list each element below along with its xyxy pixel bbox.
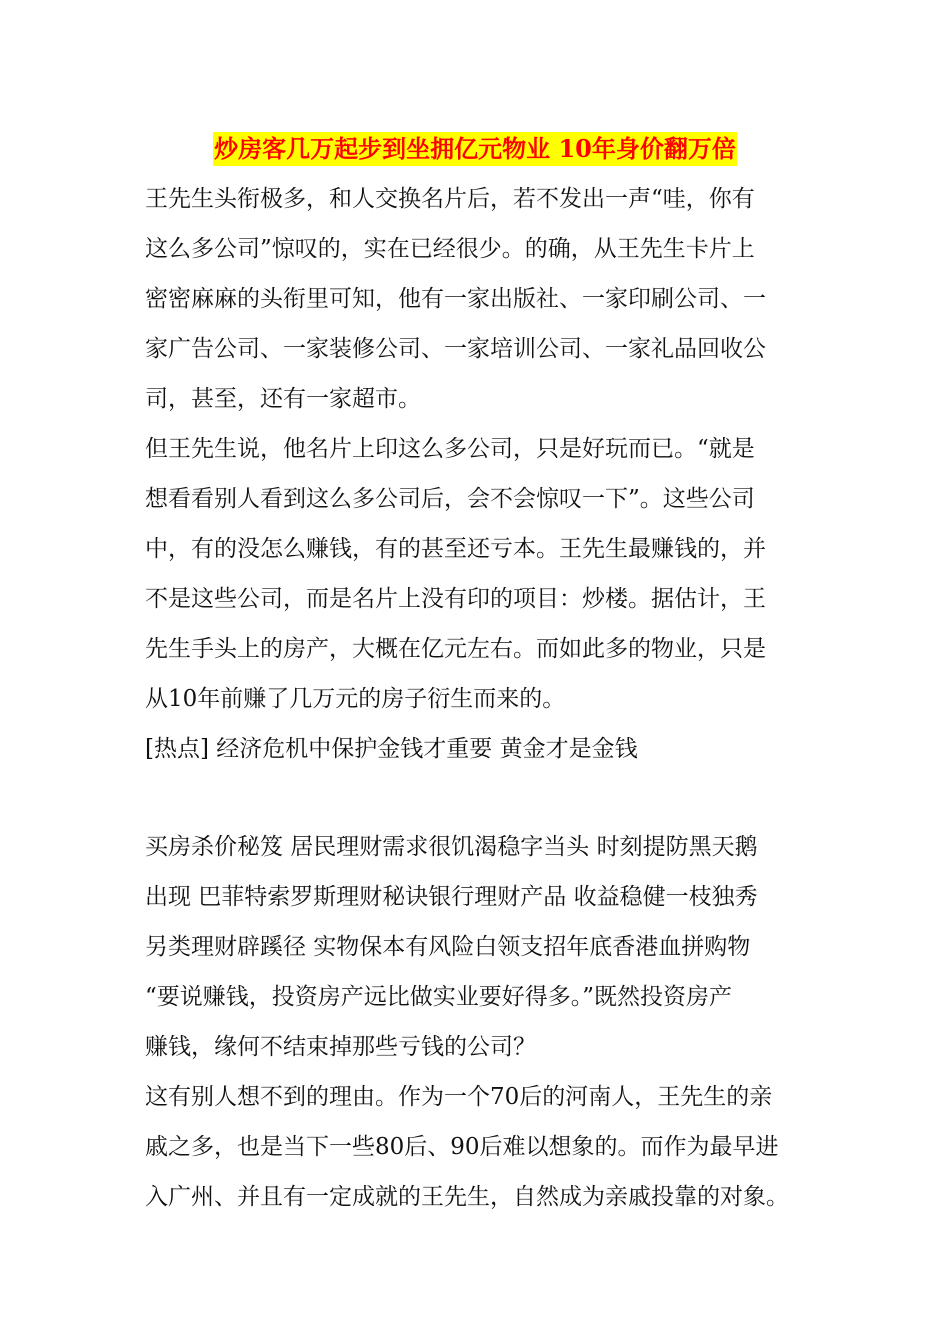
body-line: 入广州、并且有一定成就的王先生，自然成为亲戚投靠的对象。 [145, 1184, 789, 1210]
body-line: 从10年前赚了几万元的房子衍生而来的。 [145, 686, 566, 712]
body-line: 密密麻麻的头衔里可知，他有一家出版社、一家印刷公司、一 [145, 286, 766, 312]
body-line: “要说赚钱，投资房产远比做实业要好得多。”既然投资房产 [145, 984, 733, 1010]
related-links-line[interactable]: 另类理财辟蹊径 实物保本有风险白领支招年底香港血拼购物 [145, 934, 751, 960]
related-links-line[interactable]: 出现 巴菲特索罗斯理财秘诀银行理财产品 收益稳健一枝独秀 [145, 884, 758, 910]
body-line: 中，有的没怎么赚钱，有的甚至还亏本。王先生最赚钱的，并 [145, 536, 766, 562]
body-line: 这么多公司”惊叹的，实在已经很少。的确，从王先生卡片上 [145, 236, 755, 262]
body-line: 赚钱，缘何不结束掉那些亏钱的公司？ [145, 1034, 536, 1060]
body-line: 不是这些公司，而是名片上没有印的项目：炒楼。据估计，王 [145, 586, 766, 612]
body-line: 想看看别人看到这么多公司后，会不会惊叹一下”。这些公司 [145, 486, 755, 512]
body-line: 这有别人想不到的理由。作为一个70后的河南人，王先生的亲 [145, 1084, 773, 1110]
body-line: 但王先生说，他名片上印这么多公司，只是好玩而已。“就是 [145, 436, 755, 462]
body-line: 王先生头衔极多，和人交换名片后，若不发出一声“哇，你有 [145, 186, 755, 212]
document-title: 炒房客几万起步到坐拥亿元物业 10年身价翻万倍 [213, 132, 737, 166]
body-line: 家广告公司、一家装修公司、一家培训公司、一家礼品回收公 [145, 336, 766, 362]
body-line: 先生手头上的房产，大概在亿元左右。而如此多的物业，只是 [145, 636, 766, 662]
body-line: 戚之多，也是当下一些80后、90后难以想象的。而作为最早进 [145, 1134, 779, 1160]
related-links-line[interactable]: 买房杀价秘笈 居民理财需求很饥渴稳字当头 时刻提防黑天鹅 [145, 834, 758, 860]
body-line: 司，甚至，还有一家超市。 [145, 386, 421, 412]
hot-topics-link-line[interactable]: [热点] 经济危机中保护金钱才重要 黄金才是金钱 [145, 736, 638, 762]
title-container [0, 132, 950, 166]
